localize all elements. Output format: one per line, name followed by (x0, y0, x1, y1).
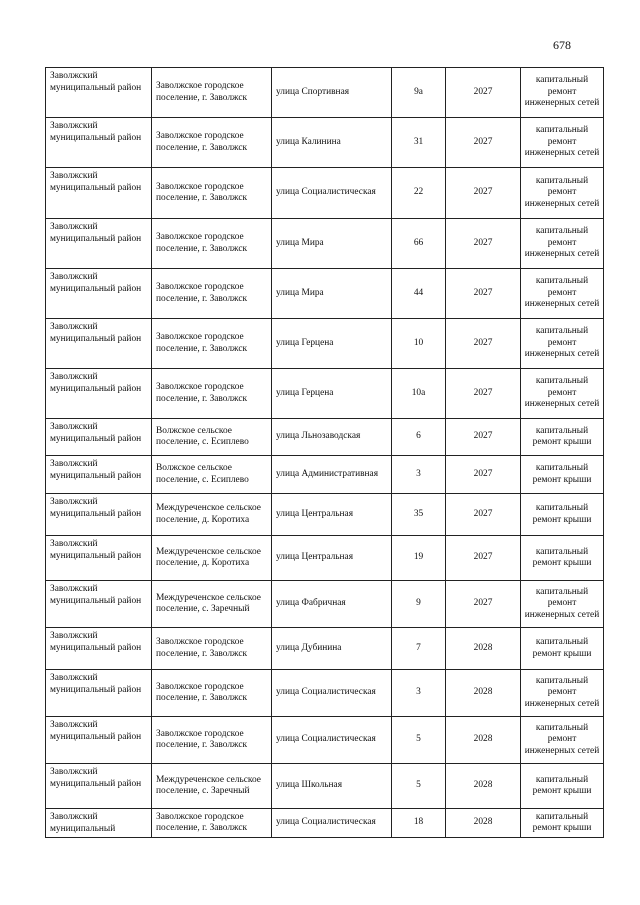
district-cell: Заволжский муниципальный район (46, 419, 152, 456)
year-cell: 2027 (446, 118, 521, 168)
district-cell: Заволжский муниципальный район (46, 118, 152, 168)
house-number-cell: 9 (392, 581, 446, 628)
house-number-cell: 5 (392, 717, 446, 764)
work-type-cell: капитальный ремонт инженерных сетей (521, 319, 604, 369)
house-number-cell: 31 (392, 118, 446, 168)
district-cell: Заволжский муниципальный район (46, 670, 152, 717)
settlement-cell: Заволжское городское поселение, г. Заволжск (152, 717, 272, 764)
settlement-cell: Заволжское городское поселение, г. Заволжск (152, 168, 272, 219)
house-number-cell: 6 (392, 419, 446, 456)
district-cell: Заволжский муниципальный район (46, 269, 152, 319)
street-cell: улица Центральная (272, 536, 392, 581)
street-cell: улица Герцена (272, 319, 392, 369)
house-number-cell: 44 (392, 269, 446, 319)
table-row (46, 536, 604, 581)
table-row (46, 717, 604, 764)
street-cell: улица Калинина (272, 118, 392, 168)
work-type-cell: капитальный ремонт инженерных сетей (521, 269, 604, 319)
settlement-cell: Заволжское городское поселение, г. Заволжск (152, 269, 272, 319)
street-cell: улица Социалистическая (272, 670, 392, 717)
house-number-cell: 22 (392, 168, 446, 219)
settlement-cell: Междуреченское сельское поселение, д. Коротиха (152, 494, 272, 536)
house-number-cell: 9а (392, 68, 446, 118)
table-body (46, 68, 604, 838)
table-row (46, 419, 604, 456)
work-type-cell: капитальный ремонт крыши (521, 536, 604, 581)
settlement-cell: Заволжское городское поселение, г. Заволжск (152, 319, 272, 369)
street-cell: улица Герцена (272, 369, 392, 419)
street-cell: улица Мира (272, 269, 392, 319)
street-cell: улица Социалистическая (272, 168, 392, 219)
year-cell: 2028 (446, 809, 521, 838)
district-cell: Заволжский муниципальный район (46, 319, 152, 369)
settlement-cell: Заволжское городское поселение, г. Заволжск (152, 809, 272, 838)
work-type-cell: капитальный ремонт крыши (521, 456, 604, 494)
house-number-cell: 35 (392, 494, 446, 536)
street-cell: улица Спортивная (272, 68, 392, 118)
house-number-cell: 7 (392, 628, 446, 670)
year-cell: 2027 (446, 269, 521, 319)
table-row (46, 369, 604, 419)
district-cell: Заволжский муниципальный район (46, 764, 152, 809)
settlement-cell: Заволжское городское поселение, г. Заволжск (152, 670, 272, 717)
district-cell: Заволжский муниципальный район (46, 68, 152, 118)
table-row (46, 219, 604, 269)
work-type-cell: капитальный ремонт крыши (521, 419, 604, 456)
street-cell: улица Дубинина (272, 628, 392, 670)
year-cell: 2027 (446, 68, 521, 118)
table-row (46, 494, 604, 536)
settlement-cell: Междуреченское сельское поселение, с. Заречный (152, 581, 272, 628)
work-type-cell: капитальный ремонт инженерных сетей (521, 118, 604, 168)
settlement-cell: Заволжское городское поселение, г. Заволжск (152, 628, 272, 670)
settlement-cell: Волжское сельское поселение, с. Есиплево (152, 419, 272, 456)
district-cell: Заволжский муниципальный район (46, 369, 152, 419)
district-cell: Заволжский муниципальный район (46, 456, 152, 494)
settlement-cell: Заволжское городское поселение, г. Заволжск (152, 68, 272, 118)
district-cell: Заволжский муниципальный район (46, 628, 152, 670)
settlement-cell: Заволжское городское поселение, г. Заволжск (152, 369, 272, 419)
year-cell: 2028 (446, 764, 521, 809)
settlement-cell: Междуреченское сельское поселение, с. Заречный (152, 764, 272, 809)
work-type-cell: капитальный ремонт инженерных сетей (521, 717, 604, 764)
district-cell: Заволжский муниципальный район (46, 581, 152, 628)
table-row (46, 809, 604, 838)
settlement-cell: Заволжское городское поселение, г. Заволжск (152, 219, 272, 269)
district-cell: Заволжский муниципальный район (46, 717, 152, 764)
table-row (46, 628, 604, 670)
year-cell: 2027 (446, 419, 521, 456)
work-type-cell: капитальный ремонт крыши (521, 809, 604, 838)
year-cell: 2028 (446, 670, 521, 717)
work-type-cell: капитальный ремонт инженерных сетей (521, 68, 604, 118)
year-cell: 2028 (446, 717, 521, 764)
table-row (46, 168, 604, 219)
year-cell: 2028 (446, 628, 521, 670)
year-cell: 2027 (446, 219, 521, 269)
house-number-cell: 3 (392, 456, 446, 494)
house-number-cell: 5 (392, 764, 446, 809)
district-cell: Заволжский муниципальный район (46, 168, 152, 219)
settlement-cell: Волжское сельское поселение, с. Есиплево (152, 456, 272, 494)
table-row (46, 764, 604, 809)
street-cell: улица Социалистическая (272, 717, 392, 764)
table-row (46, 118, 604, 168)
street-cell: улица Мира (272, 219, 392, 269)
district-cell: Заволжский муниципальный (46, 809, 152, 838)
year-cell: 2027 (446, 369, 521, 419)
street-cell: улица Центральная (272, 494, 392, 536)
work-type-cell: капитальный ремонт инженерных сетей (521, 369, 604, 419)
street-cell: улица Социалистическая (272, 809, 392, 838)
work-type-cell: капитальный ремонт инженерных сетей (521, 581, 604, 628)
table-row (46, 670, 604, 717)
work-type-cell: капитальный ремонт инженерных сетей (521, 670, 604, 717)
house-number-cell: 3 (392, 670, 446, 717)
house-number-cell: 66 (392, 219, 446, 269)
street-cell: улица Школьная (272, 764, 392, 809)
housing-repair-table (45, 67, 604, 838)
table-row (46, 269, 604, 319)
house-number-cell: 10а (392, 369, 446, 419)
settlement-cell: Междуреченское сельское поселение, д. Коротиха (152, 536, 272, 581)
work-type-cell: капитальный ремонт крыши (521, 764, 604, 809)
house-number-cell: 10 (392, 319, 446, 369)
year-cell: 2027 (446, 168, 521, 219)
year-cell: 2027 (446, 456, 521, 494)
year-cell: 2027 (446, 319, 521, 369)
house-number-cell: 19 (392, 536, 446, 581)
district-cell: Заволжский муниципальный район (46, 536, 152, 581)
table-row (46, 68, 604, 118)
street-cell: улица Фабричная (272, 581, 392, 628)
work-type-cell: капитальный ремонт инженерных сетей (521, 168, 604, 219)
table-row (46, 319, 604, 369)
district-cell: Заволжский муниципальный район (46, 494, 152, 536)
year-cell: 2027 (446, 536, 521, 581)
house-number-cell: 18 (392, 809, 446, 838)
street-cell: улица Административная (272, 456, 392, 494)
district-cell: Заволжский муниципальный район (46, 219, 152, 269)
year-cell: 2027 (446, 581, 521, 628)
table-row (46, 581, 604, 628)
street-cell: улица Льнозаводская (272, 419, 392, 456)
settlement-cell: Заволжское городское поселение, г. Заволжск (152, 118, 272, 168)
work-type-cell: капитальный ремонт инженерных сетей (521, 219, 604, 269)
work-type-cell: капитальный ремонт крыши (521, 628, 604, 670)
work-type-cell: капитальный ремонт крыши (521, 494, 604, 536)
page-number: 678 (553, 38, 571, 52)
year-cell: 2027 (446, 494, 521, 536)
table-row (46, 456, 604, 494)
